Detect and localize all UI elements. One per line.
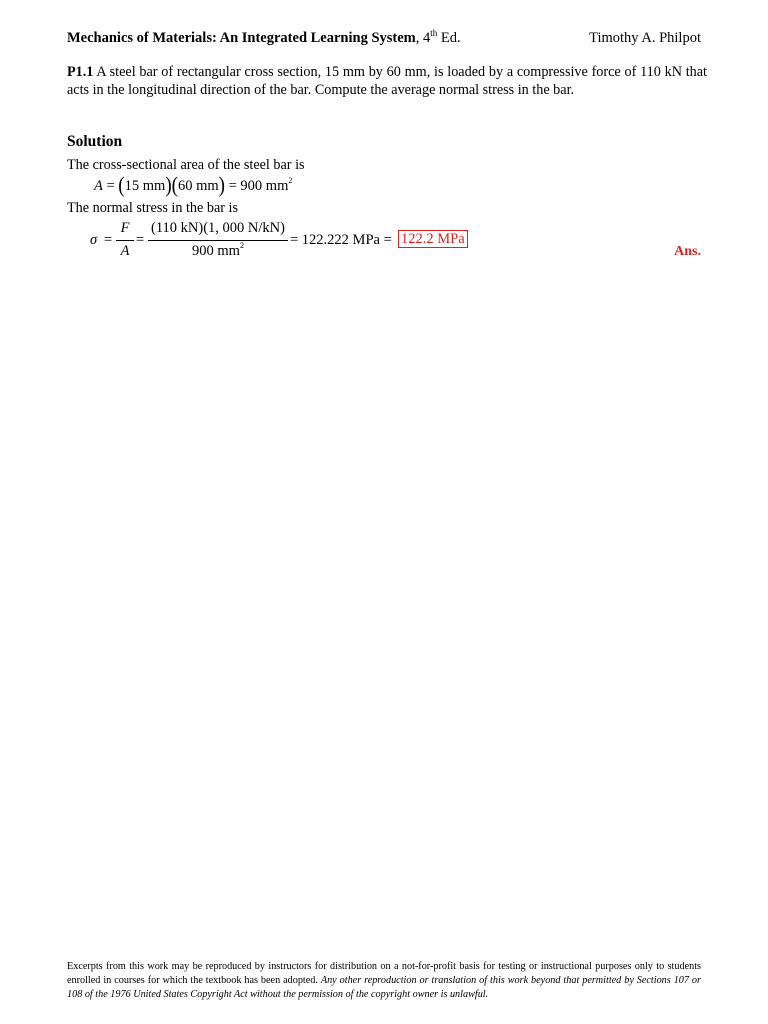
area-equation xyxy=(94,175,292,199)
solution-heading: Solution xyxy=(67,133,123,150)
area-dim2: 60 mm xyxy=(177,178,219,194)
book-title-bold: Mechanics of Materials: An Integrated Learning System xyxy=(67,30,416,46)
book-edition-pre: , 4 xyxy=(415,30,431,46)
stress-intro-text: The normal stress in the bar is xyxy=(67,200,238,216)
problem-number: P1.1 xyxy=(67,64,94,80)
book-title xyxy=(67,28,461,49)
problem-text: A steel bar of rectangular cross section, 15 mm by 60 mm, is loaded by a compressive force of 110 kN that acts in the longitudinal direction of the bar. Compute the average normal stress in the bar. xyxy=(67,64,707,98)
area-denominator-sup: 2 xyxy=(239,241,244,250)
area-paren1-open: ( xyxy=(118,173,125,198)
answer-box: 122.2 MPa xyxy=(398,230,468,248)
area-eq1: = xyxy=(102,178,119,194)
area-dim1: 15 mm xyxy=(124,178,166,194)
fraction-area-denominator xyxy=(148,241,288,263)
page-header xyxy=(67,28,701,48)
stress-eq1: = xyxy=(104,232,113,248)
area-denominator-value: 900 mm xyxy=(192,243,240,259)
problem-statement xyxy=(67,63,707,99)
copyright-footer xyxy=(67,960,701,1002)
footer-italic-text: Any other reproduction or translation of this work beyond that permitted by Sections 107 or 108 of the 1976 United States Copyright Act without the permission of the copyright owner is unlawful. xyxy=(67,975,701,1000)
area-paren2-open: ( xyxy=(171,173,178,198)
fraction-force-numerator xyxy=(148,218,288,240)
answer-label: Ans. xyxy=(674,244,701,259)
area-lhs: A xyxy=(94,178,103,194)
fraction-force-over-area xyxy=(148,218,288,263)
stress-result: = 122.222 MPa = xyxy=(290,232,392,248)
footer-normal-text: Excerpts from this work may be reproduced by instructors for distribution on a not-for-profit basis for testing or instructional purposes only to students enrolled in courses for which the textbook has been adopted. xyxy=(67,961,701,986)
area-intro-text: The cross-sectional area of the steel bar is xyxy=(67,157,305,173)
conversion-factor: (1, 000 N/kN) xyxy=(203,220,285,236)
area-result: = 900 mm xyxy=(224,178,289,194)
area-paren1-close: ) xyxy=(165,173,172,198)
force-factor: (110 kN) xyxy=(151,220,204,236)
area-result-sup: 2 xyxy=(288,176,293,185)
book-edition-sup: th xyxy=(430,28,438,38)
fraction-f-over-a xyxy=(116,218,134,261)
sigma-symbol: σ xyxy=(90,232,98,248)
book-edition-post: Ed. xyxy=(437,30,461,46)
fraction-f-numerator: F xyxy=(120,220,130,236)
fraction-a-denominator: A xyxy=(120,243,130,259)
area-paren2-close: ) xyxy=(218,173,225,198)
author-name: Timothy A. Philpot xyxy=(589,30,701,46)
stress-eq2: = xyxy=(136,232,145,248)
